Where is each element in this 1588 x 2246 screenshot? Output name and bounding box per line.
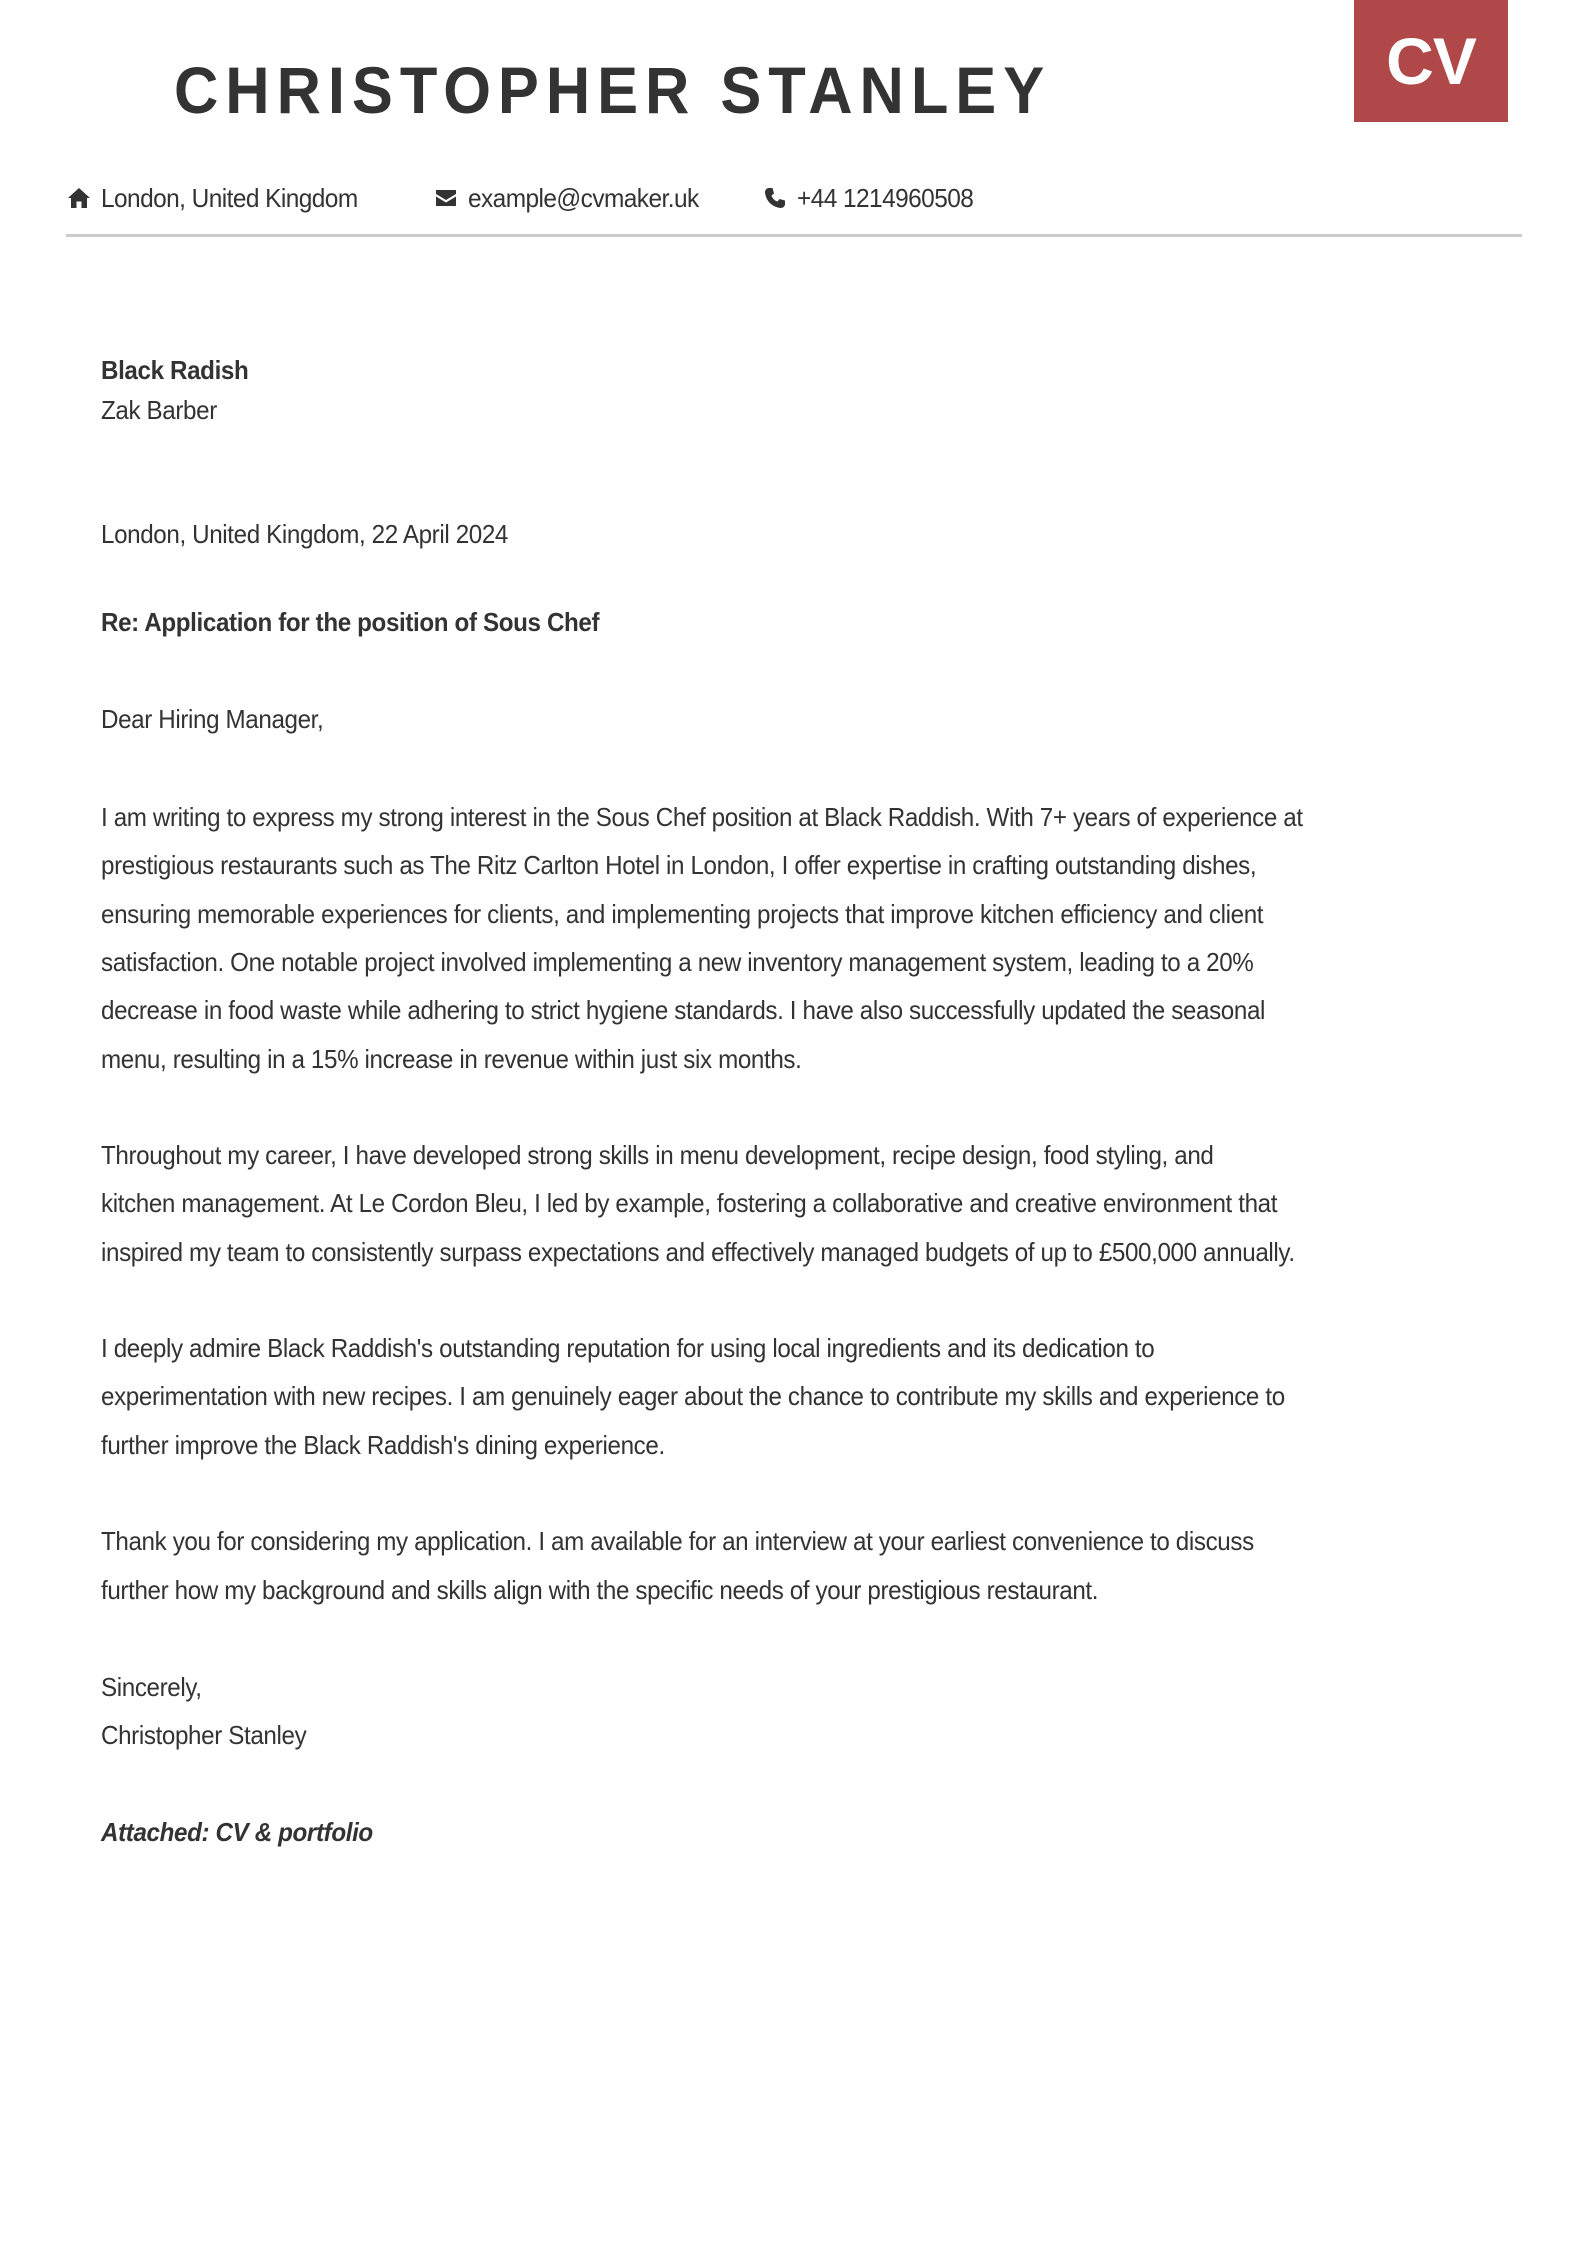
- paragraph-line: Throughout my career, I have developed strong skills in menu development, recipe design, food styling, and: [101, 1140, 1214, 1170]
- paragraph-line: prestigious restaurants such as The Ritz Carlton Hotel in London, I offer expertise in crafting outstanding dishes,: [101, 850, 1257, 880]
- paragraph-line: menu, resulting in a 15% increase in revenue within just six months.: [101, 1044, 802, 1074]
- contact-address: [66, 183, 433, 214]
- paragraph-line: Thank you for considering my application. I am available for an interview at your earliest convenience to discuss: [101, 1526, 1254, 1556]
- paragraph-line: kitchen management. At Le Cordon Bleu, I led by example, fostering a collaborative and creative environment that: [101, 1188, 1278, 1218]
- contact-email[interactable]: [433, 183, 762, 214]
- contact-info: [66, 178, 985, 218]
- paragraph-line: I am writing to express my strong interest in the Sous Chef position at Black Raddish. With 7+ years of experience at: [101, 802, 1303, 832]
- home-icon: [66, 185, 92, 211]
- paragraph-line: inspired my team to consistently surpass expectations and effectively managed budgets of up to £500,000 annually.: [101, 1237, 1295, 1267]
- paragraph-line: further improve the Black Raddish's dining experience.: [101, 1430, 665, 1460]
- paragraph-line: I deeply admire Black Raddish's outstanding reputation for using local ingredients and its dedication to: [101, 1333, 1155, 1363]
- attachment-note: Attached: CV & portfolio: [101, 1817, 373, 1847]
- candidate-name: CHRISTOPHER STANLEY: [174, 53, 1052, 127]
- paragraph-line: decrease in food waste while adhering to strict hygiene standards. I have also successfully updated the seasonal: [101, 995, 1266, 1025]
- signature-name: Christopher Stanley: [101, 1720, 307, 1750]
- closing: Sincerely,: [101, 1672, 202, 1702]
- paragraph-line: further how my background and skills align with the specific needs of your prestigious restaurant.: [101, 1575, 1099, 1605]
- recipient-contact: Zak Barber: [101, 395, 217, 425]
- paragraph-line: ensuring memorable experiences for clients, and implementing projects that improve kitchen efficiency and client: [101, 899, 1264, 929]
- salutation: Dear Hiring Manager,: [101, 704, 324, 734]
- recipient-company: Black Radish: [101, 355, 249, 385]
- contact-phone[interactable]: [762, 183, 985, 214]
- address-text: London, United Kingdom: [101, 182, 358, 213]
- phone-icon: [762, 185, 788, 211]
- header-divider: [66, 234, 1522, 237]
- envelope-icon: [433, 185, 459, 211]
- cv-badge: CV: [1354, 0, 1508, 122]
- phone-text[interactable]: +44 1214960508: [797, 182, 974, 213]
- paragraph-line: experimentation with new recipes. I am genuinely eager about the chance to contribute my skills and experience to: [101, 1381, 1285, 1411]
- paragraph-line: satisfaction. One notable project involved implementing a new inventory management system, leading to a 20%: [101, 947, 1254, 977]
- place-date: London, United Kingdom, 22 April 2024: [101, 519, 509, 549]
- letter-subject: Re: Application for the position of Sous Chef: [101, 607, 600, 637]
- email-text[interactable]: example@cvmaker.uk: [468, 182, 699, 213]
